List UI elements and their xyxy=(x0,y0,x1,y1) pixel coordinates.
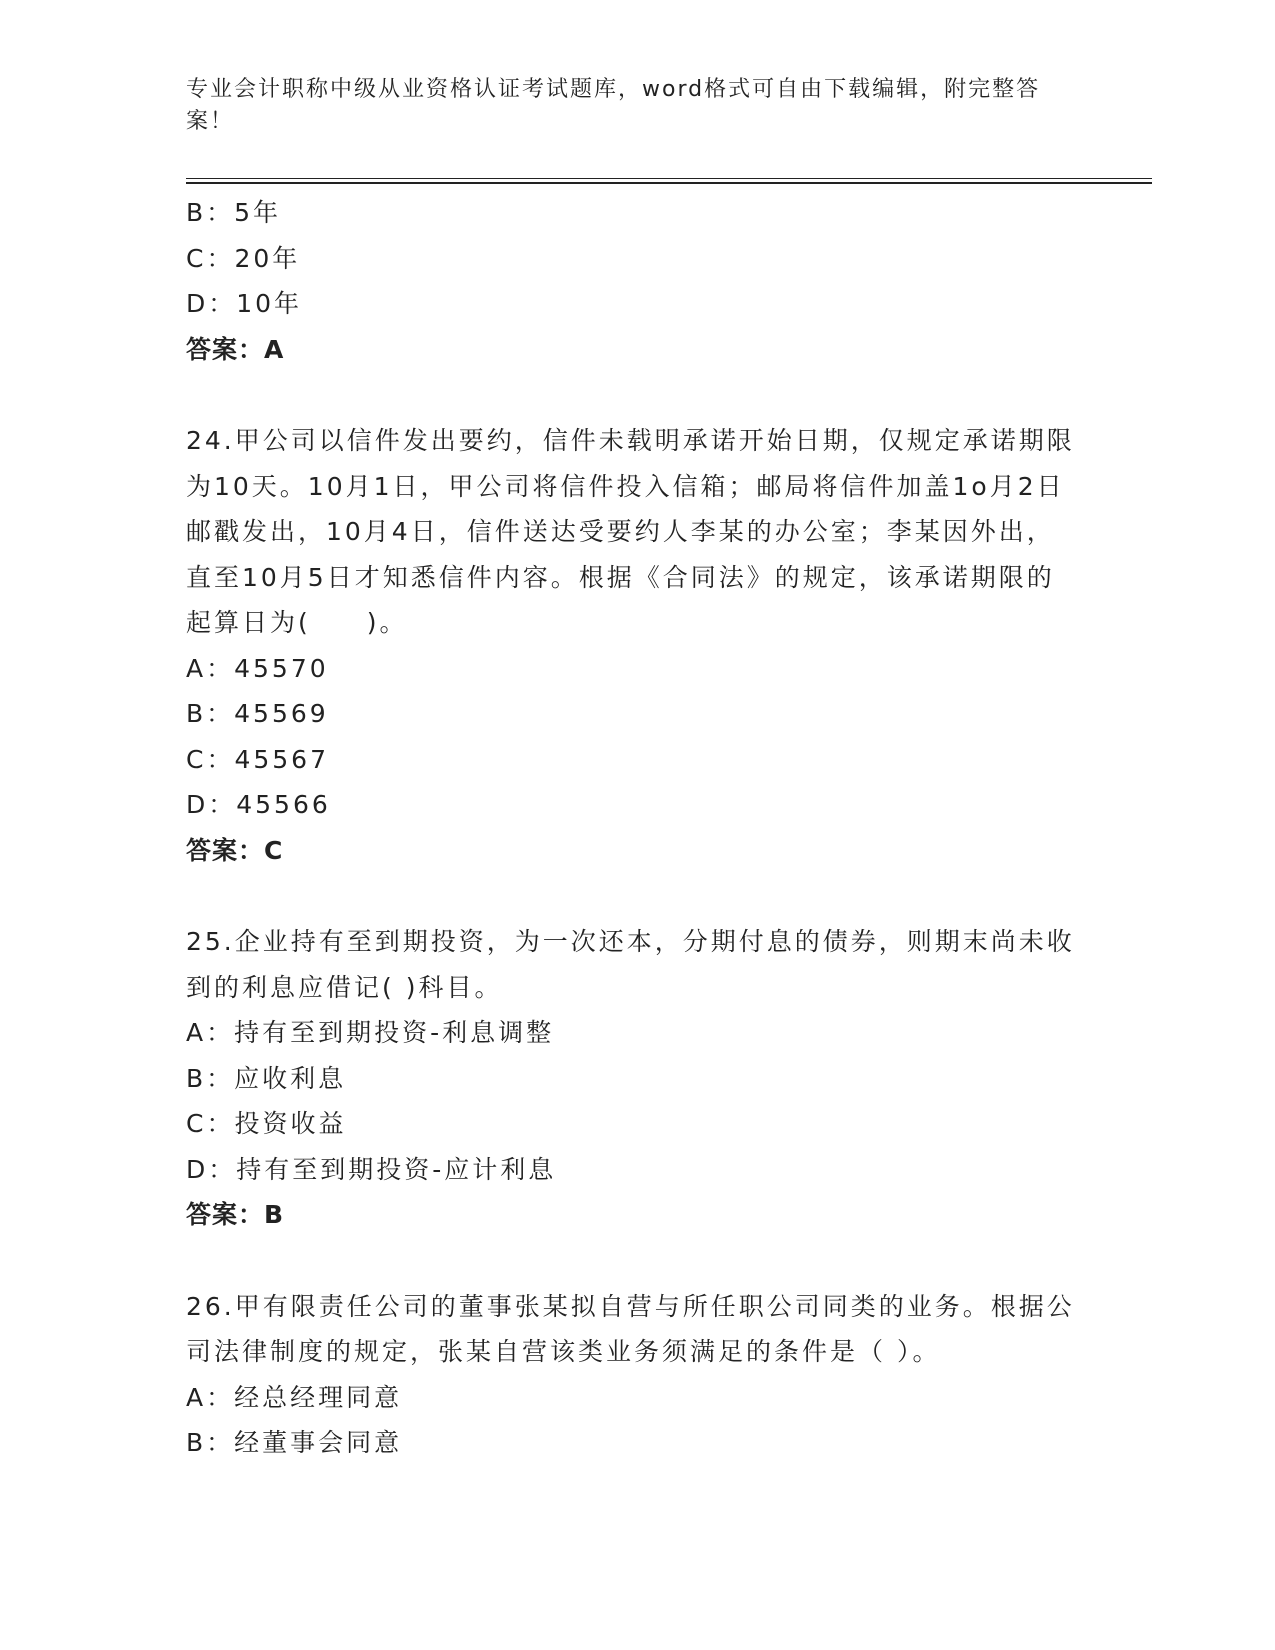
option-a: A：持有至到期投资-利息调整 xyxy=(186,1018,555,1047)
spacer xyxy=(186,873,1076,919)
option-a: A：经总经理同意 xyxy=(186,1382,403,1412)
answer: 答案：B xyxy=(186,1200,285,1229)
header-divider-thick xyxy=(186,182,1152,184)
spacer xyxy=(186,372,1076,418)
option-d: D：持有至到期投资-应计利息 xyxy=(186,1154,557,1184)
answer: 答案：A xyxy=(186,334,285,364)
page-header: 专业会计职称中级从业资格认证考试题库，word格式可自由下载编辑，附完整答案！ xyxy=(186,77,1041,134)
question-24 xyxy=(186,418,1076,873)
option-d: D：45566 xyxy=(186,790,331,819)
question-25 xyxy=(186,919,1076,1238)
question-23 xyxy=(186,190,1076,372)
option-a: A：45570 xyxy=(186,653,329,683)
option-d: D：10年 xyxy=(186,289,303,318)
option-c: C：45567 xyxy=(186,744,329,774)
option-b: B：应收利息 xyxy=(186,1063,347,1093)
header-divider-thin xyxy=(186,178,1152,179)
spacer xyxy=(186,1238,1076,1284)
question-26 xyxy=(186,1284,1076,1466)
option-c: C：20年 xyxy=(186,243,301,273)
option-b: B：经董事会同意 xyxy=(186,1428,403,1457)
question-text: 24.甲公司以信件发出要约，信件未载明承诺开始日期，仅规定承诺期限为10天。10月1日，甲公司将信件投入信箱；邮局将信件加盖1o月2日邮戳发出，10月4日，信件送达受要约人李某的办公室；李某因外出，直至10月5日才知悉信件内容。根据《合同法》的规定，该承诺期限的起算日为( )。 xyxy=(186,426,1075,637)
answer: 答案：C xyxy=(186,835,284,865)
option-c: C：投资收益 xyxy=(186,1109,347,1138)
question-text: 25.企业持有至到期投资，为一次还本，分期付息的债券，则期末尚未收到的利息应借记( )科目。 xyxy=(186,927,1075,1002)
question-text: 26.甲有限责任公司的董事张某拟自营与所任职公司同类的业务。根据公司法律制度的规定，张某自营该类业务须满足的条件是（ ）。 xyxy=(186,1291,1075,1366)
option-b: B：5年 xyxy=(186,198,282,227)
option-b: B：45569 xyxy=(186,699,329,728)
question-list xyxy=(186,190,1076,1466)
